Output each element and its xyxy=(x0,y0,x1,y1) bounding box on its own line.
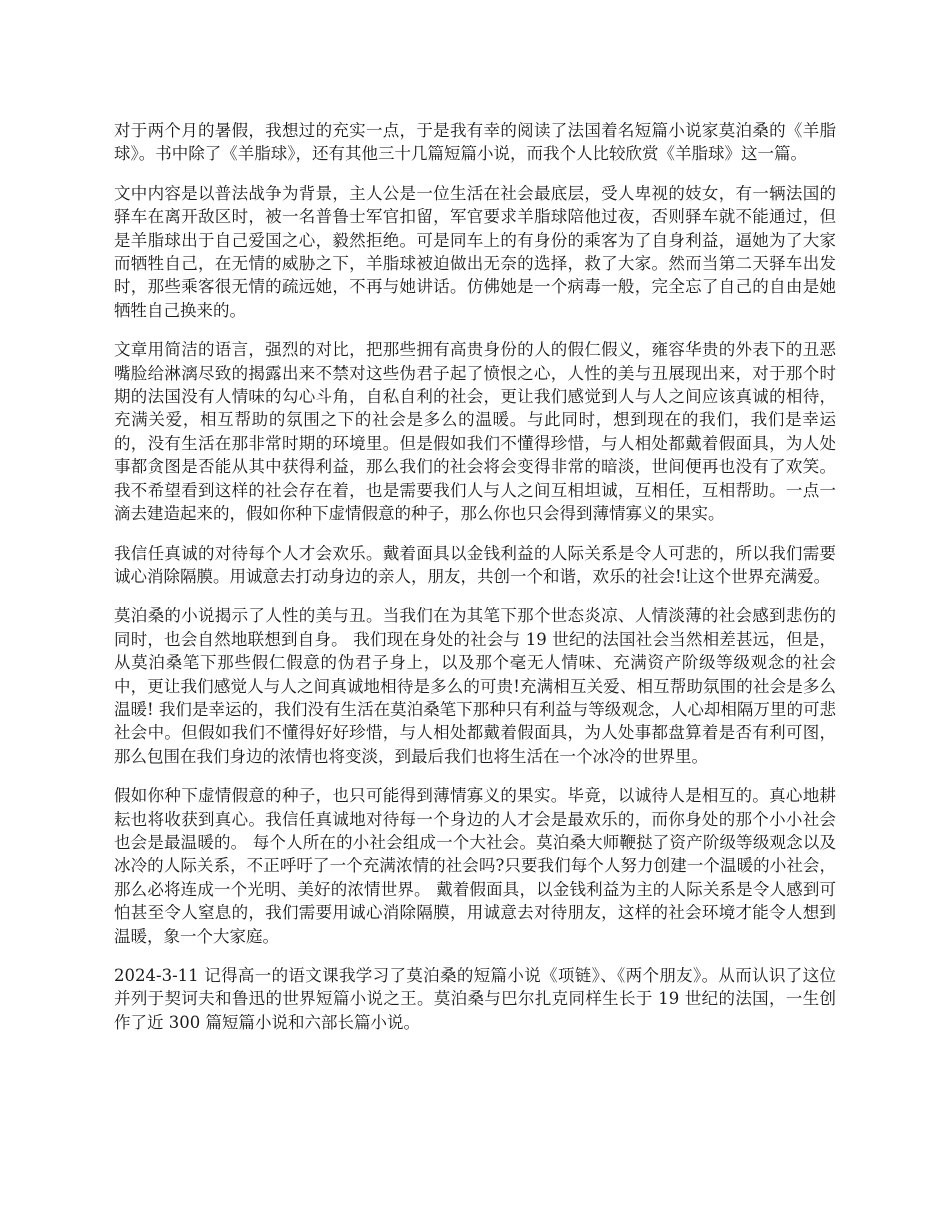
document-body xyxy=(114,119,836,1050)
paragraph-reflection: 莫泊桑的小说揭示了人性的美与丑。当我们在为其笔下那个世态炎凉、人情淡薄的社会感到悲伤的同时，也会自然地联想到自身。 我们现在身处的社会与 19 世纪的法国社会当然相差甚远，但是，从莫泊桑笔下那些假仁假意的伪君子身上，以及那个毫无人情味、充满资产阶级等级观念的社会中，更让我们感觉人与人之间真诚地相待是多么的可贵!充满相互关爱、相互帮助氛围的社会是多么温暖! 我们是幸运的，我们没有生活在莫泊桑笔下那种只有利益与等级观念，人心却相隔万里的可悲社会中。但假如我们不懂得好好珍惜，与人相处都戴着假面具，为人处事都盘算着是否有利可图，那么包围在我们身边的浓情也将变淡，到最后我们也将生活在一个冰冷的世界里。 xyxy=(114,606,836,766)
paragraph-belief: 我信任真诚的对待每个人才会欢乐。戴着面具以金钱利益的人际关系是令人可悲的，所以我们需要诚心消除隔膜。用诚意去打动身边的亲人，朋友，共创一个和谐，欢乐的社会!让这个世界充满爱。 xyxy=(114,543,836,586)
paragraph-plot-summary: 文中内容是以普法战争为背景，主人公是一位生活在社会最底层，受人卑视的妓女，有一辆法国的驿车在离开敌区时，被一名普鲁士军官扣留，军官要求羊脂球陪他过夜，否则驿车就不能通过，但是羊脂球出于自己爱国之心，毅然拒绝。可是同车上的有身份的乘客为了自身利益，逼她为了大家而牺牲自己，在无情的威胁之下，羊脂球被迫做出无奈的选择，救了大家。然而当第二天驿车出发时，那些乘客很无情的疏远她，不再与她讲话。仿佛她是一个病毒一般，完全忘了自己的自由是她牺牲自己换来的。 xyxy=(114,183,836,320)
paragraph-sincerity: 假如你种下虚情假意的种子，也只可能得到薄情寡义的果实。毕竟，以诚待人是相互的。真心地耕耘也将收获到真心。我信任真诚地对待每一个身边的人才会是最欢乐的，而你身处的那个小小社会也会是最温暖的。 每个人所在的小社会组成一个大社会。莫泊桑大师鞭挞了资产阶级等级观念以及冰冷的人际关系，不正呼吁了一个充满浓情的社会吗?只要我们每个人努力创建一个温暖的小社会，那么必将连成一个光明、美好的浓情世界。 戴着假面具，以金钱利益为主的人际关系是令人感到可怕甚至令人窒息的，我们需要用诚心消除隔膜，用诚意去对待朋友，这样的社会环境才能令人想到温暖，象一个大家庭。 xyxy=(114,786,836,946)
paragraph-dated-note: 2024-3-11 记得高一的语文课我学习了莫泊桑的短篇小说《项链》、《两个朋友》。从而认识了这位并列于契诃夫和鲁迅的世界短篇小说之王。莫泊桑与巴尔扎克同样生长于 19 世纪的法国，一生创作了近 300 篇短篇小说和六部长篇小说。 xyxy=(114,966,836,1032)
paragraph-intro: 对于两个月的暑假，我想过的充实一点，于是我有幸的阅读了法国着名短篇小说家莫泊桑的《羊脂球》。书中除了《羊脂球》，还有其他三十几篇短篇小说，而我个人比较欣赏《羊脂球》这一篇。 xyxy=(114,121,836,164)
paragraph-analysis: 文章用简洁的语言，强烈的对比，把那些拥有高贵身份的人的假仁假义，雍容华贵的外表下的丑恶嘴脸给淋漓尽致的揭露出来不禁对这些伪君子起了愤恨之心，人性的美与丑展现出来，对于那个时期的法国没有人情味的勾心斗角，自私自利的社会，更让我们感觉到人与人之间应该真诚的相待，充满关爱，相互帮助的氛围之下的社会是多么的温暖。与此同时，想到现在的我们，我们是幸运的，没有生活在那非常时期的环境里。但是假如我们不懂得珍惜，与人相处都戴着假面具，为人处事都贪图是否能从其中获得利益，那么我们的社会将会变得非常的暗淡，世间便再也没有了欢笑。我不希望看到这样的社会存在着，也是需要我们人与人之间互相坦诚，互相任，互相帮助。一点一滴去建造起来的，假如你种下虚情假意的种子，那么你也只会得到薄情寡义的果实。 xyxy=(114,340,836,524)
